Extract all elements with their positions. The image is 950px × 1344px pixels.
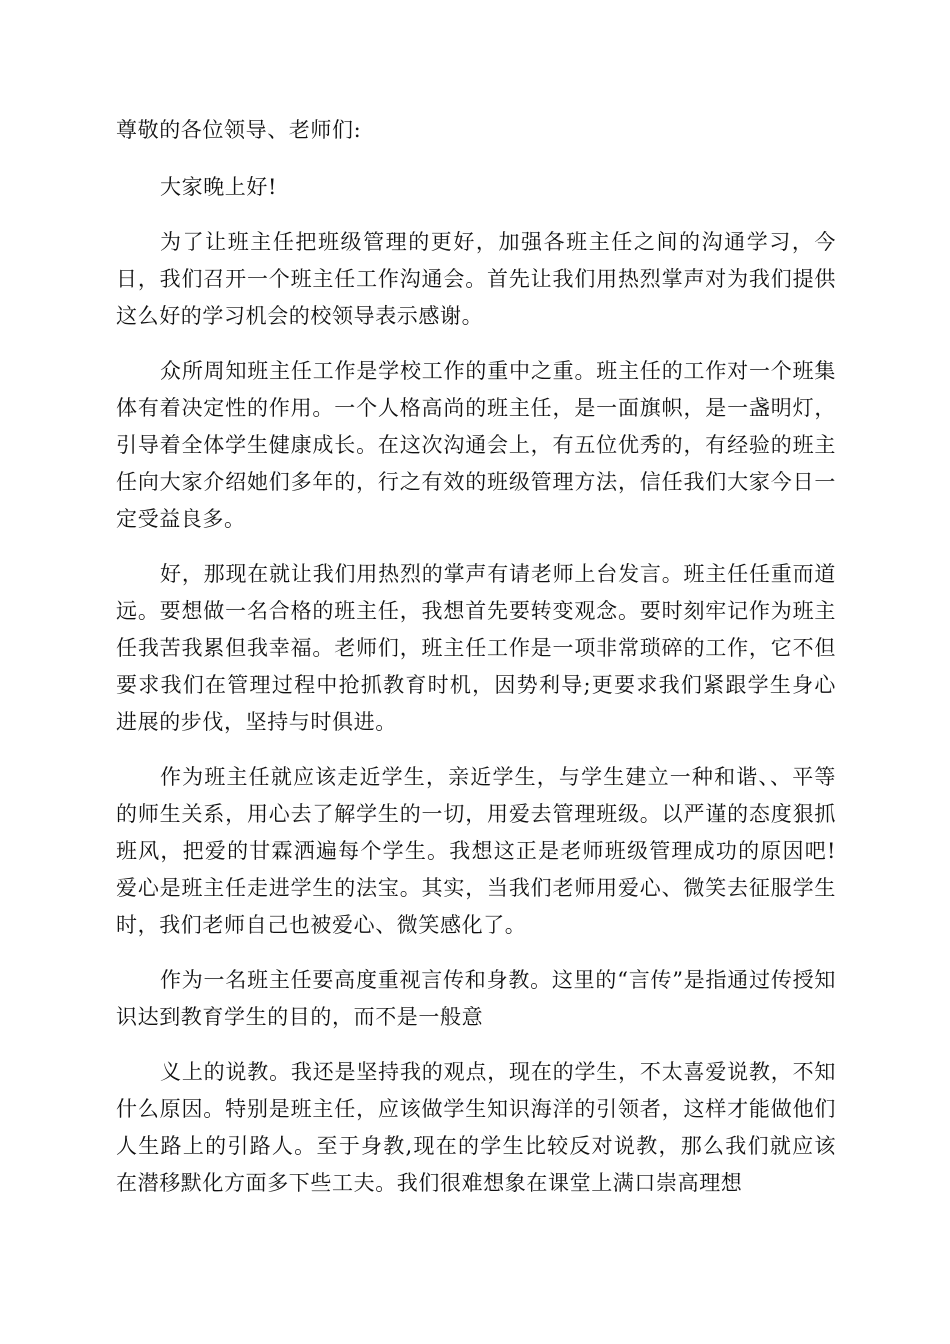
paragraph-2: 众所周知班主任工作是学校工作的重中之重。班主任的工作对一个班集体有着决定性的作用。一个人格高尚的班主任，是一面旗帜，是一盏明灯，引导着全体学生健康成长。在这次沟通会上，有五位优秀的，有经验的班主任向大家介绍她们多年的，行之有效的班级管理方法，信任我们大家今日一定受益良多。 xyxy=(116,359,836,531)
paragraph-3: 好，那现在就让我们用热烈的掌声有请老师上台发言。班主任任重而道远。要想做一名合格的班主任，我想首先要转变观念。要时刻牢记作为班主任我苦我累但我幸福。老师们，班主任工作是一项非常琐碎的工作，它不但要求我们在管理过程中抢抓教育时机，因势利导;更要求我们紧跟学生身心进展的步伐，坚持与时俱进。 xyxy=(116,562,836,734)
document-page xyxy=(116,112,836,1220)
greeting: 大家晚上好! xyxy=(160,175,278,199)
paragraph-1: 为了让班主任把班级管理的更好，加强各班主任之间的沟通学习，今日，我们召开一个班主任工作沟通会。首先让我们用热烈掌声对为我们提供这么好的学习机会的校领导表示感谢。 xyxy=(116,230,836,328)
paragraph-4: 作为班主任就应该走近学生，亲近学生，与学生建立一种和谐、、平等的师生关系，用心去了解学生的一切，用爱去管理班级。以严谨的态度狠抓班风，把爱的甘霖洒遍每个学生。我想这正是老师班级管理成功的原因吧!爱心是班主任走进学生的法宝。其实，当我们老师用爱心、微笑去征服学生时，我们老师自己也被爱心、微笑感化了。 xyxy=(116,765,836,937)
paragraph-6: 义上的说教。我还是坚持我的观点，现在的学生，不太喜爱说教，不知什么原因。特别是班主任，应该做学生知识海洋的引领者，这样才能做他们人生路上的引路人。至于身教,现在的学生比较反对说教，那么我们就应该在潜移默化方面多下些工夫。我们很难想象在课堂上满口崇高理想 xyxy=(116,1060,836,1195)
salutation: 尊敬的各位领导、老师们: xyxy=(116,118,362,142)
paragraph-5: 作为一名班主任要高度重视言传和身教。这里的“言传”是指通过传授知识达到教育学生的目的，而不是一般意 xyxy=(116,968,836,1029)
